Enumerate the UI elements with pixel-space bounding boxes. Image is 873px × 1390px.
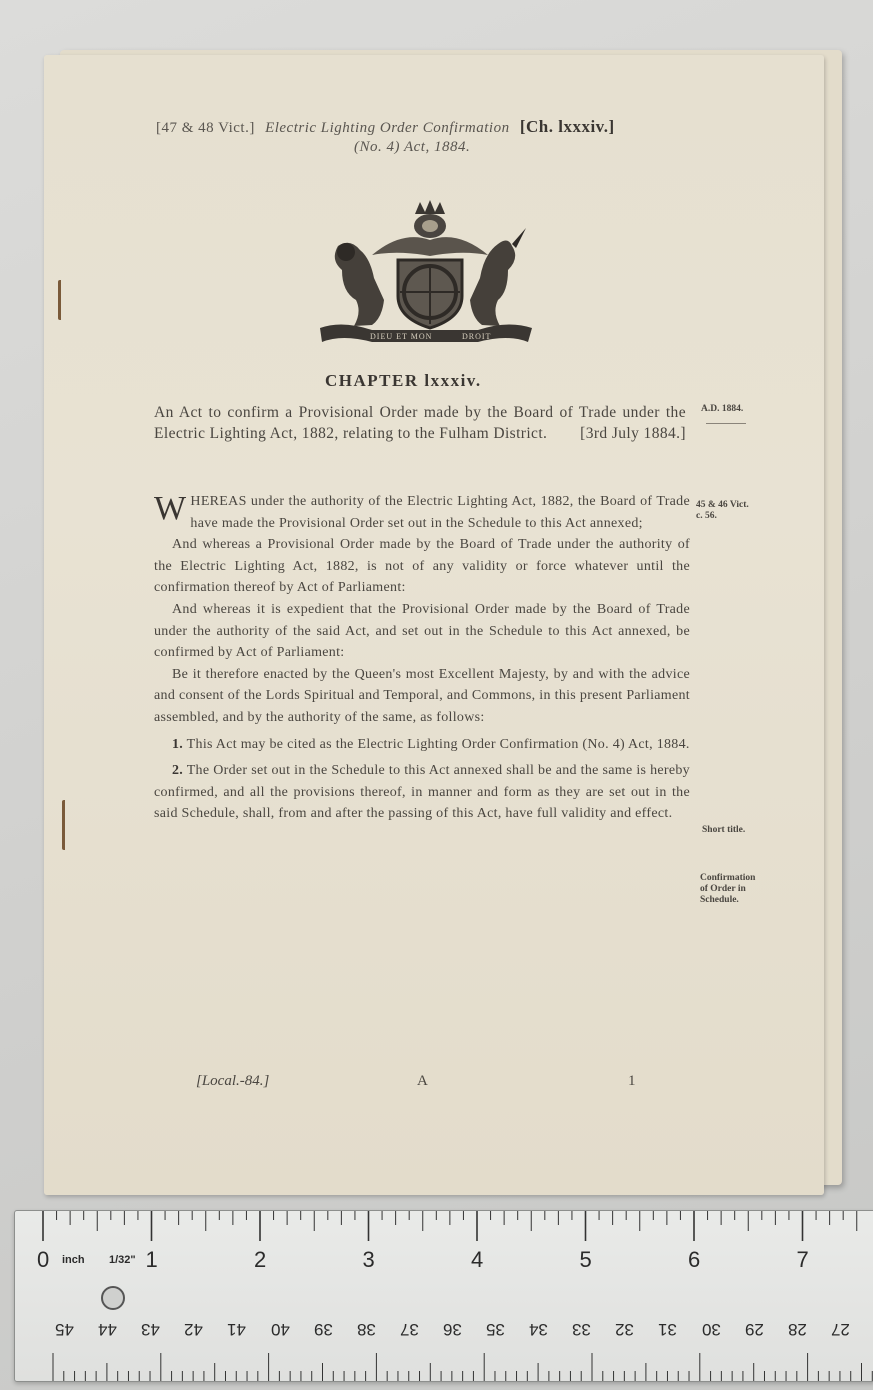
ruler-cm-label: 45: [55, 1320, 74, 1339]
enacting-formula: Be it therefore enacted by the Queen's most Excellent Majesty, by and with the advice and consent of the Lords Spiritual and Temporal, and Commons, in this present Parliament assembled, and by the authority of the same, as follows:: [154, 666, 690, 725]
binding-stitch-bottom: [62, 800, 74, 850]
margin-rule: [706, 423, 746, 424]
ruler-inch-label: 3: [362, 1247, 375, 1272]
svg-text:DIEU ET MON: DIEU ET MON: [370, 332, 433, 341]
section-number: 1.: [172, 736, 184, 752]
ruler-ticks: [15, 1211, 873, 1381]
margin-note-statute: 45 & 46 Vict. c. 56.: [696, 500, 749, 521]
header-short-title: Electric Lighting Order Confirmation: [265, 120, 510, 136]
margin-note-confirmation: Confirmation of Order in Schedule.: [700, 873, 756, 905]
ruler-inch-label: 7: [796, 1247, 809, 1272]
margin-note-year: A.D. 1884.: [701, 404, 744, 414]
ruler-cm-label: 30: [701, 1320, 721, 1339]
ruler-cm-label: 44: [98, 1320, 118, 1339]
ruler-cm-label: 27: [830, 1320, 850, 1339]
ruler-precision-label: 1/32": [109, 1254, 136, 1266]
royal-coat-of-arms-icon: [312, 200, 538, 345]
ruler-inch-label: 0: [37, 1247, 50, 1272]
ruler-cm-label: 38: [356, 1320, 376, 1339]
footer-signature: A: [417, 1073, 428, 1089]
ruler-inch-label: 4: [471, 1247, 484, 1272]
act-body: [154, 491, 690, 825]
section-2: 2. The Order set out in the Schedule to this Act annexed shall be and the same is hereby confirmed, and all the provisions thereof, in manner and form as they are set out in the said Schedule, shall, from and after the passing of this Act, have full validity and effect.: [154, 763, 690, 822]
ruler-cm-label: 37: [399, 1320, 419, 1339]
chapter-heading: CHAPTER lxxxiv.: [325, 371, 482, 390]
ruler-hang-hole: [101, 1286, 125, 1310]
preamble-recital-3: And whereas it is expedient that the Provisional Order made by the Board of Trade under the authority of the said Act, and set out in the Schedule to this Act annexed, be confirmed by Act of Parliament:: [154, 601, 690, 661]
svg-text:DROIT: DROIT: [462, 332, 492, 341]
drop-cap: W: [154, 490, 187, 527]
ruler-unit-label: inch: [62, 1254, 85, 1266]
header-regnal-year: [47 & 48 Vict.]: [156, 120, 255, 136]
ruler-inch-label: 2: [254, 1247, 267, 1272]
ruler-cm-label: 28: [787, 1320, 807, 1339]
ruler-inch-label: 1: [145, 1247, 158, 1272]
ruler-cm-label: 33: [572, 1320, 592, 1339]
ruler-cm-label: 42: [184, 1320, 204, 1339]
preamble-recital-1: W HEREAS under the authority of the Electric Lighting Act, 1882, the Board of Trade have made the Provisional Order set out in the Schedule to this Act annexed;: [154, 490, 690, 531]
ruler-cm-label: 31: [658, 1320, 678, 1339]
assent-date: [3rd July 1884.]: [580, 425, 686, 442]
running-header-line2: (No. 4) Act, 1884.: [354, 139, 471, 155]
ruler-cm-label: 29: [744, 1320, 764, 1339]
ruler-cm-label: 32: [615, 1320, 635, 1339]
ruler-inch-label: 6: [688, 1247, 701, 1272]
ruler-inch-label: 5: [579, 1247, 592, 1272]
ruler-cm-label: 43: [141, 1320, 161, 1339]
ruler-cm-label: 40: [270, 1320, 290, 1339]
page-number: 1: [628, 1073, 636, 1089]
binding-stitch-top: [58, 280, 70, 320]
header-chapter-ref: [Ch. lxxxiv.]: [519, 117, 615, 136]
ruler-cm-label: 41: [227, 1320, 247, 1339]
ruler-cm-label: 36: [442, 1320, 462, 1339]
ruler-cm-label: 39: [313, 1320, 333, 1339]
footer-local: [Local.-84.]: [196, 1073, 270, 1089]
measuring-ruler: [14, 1210, 873, 1382]
document-page: [44, 55, 824, 1195]
preamble-recital-2: And whereas a Provisional Order made by the Board of Trade under the authority of the Electric Lighting Act, 1882, is not of any validity or force whatever until the confirmation thereof by Act of Parliament:: [154, 537, 690, 596]
ruler-cm-label: 34: [529, 1320, 549, 1339]
section-number: 2.: [172, 763, 184, 779]
ruler-cm-label: 35: [486, 1320, 505, 1339]
section-1: 1. This Act may be cited as the Electric Lighting Order Confirmation (No. 4) Act, 1884.: [172, 736, 690, 752]
margin-note-short-title: Short title.: [702, 825, 746, 835]
long-title: An Act to confirm a Provisional Order made by the Board of Trade under the Electric Lighting Act, 1882, relating to the Fulham District. [3rd July 1884.]: [154, 404, 686, 442]
running-header: [156, 117, 615, 137]
